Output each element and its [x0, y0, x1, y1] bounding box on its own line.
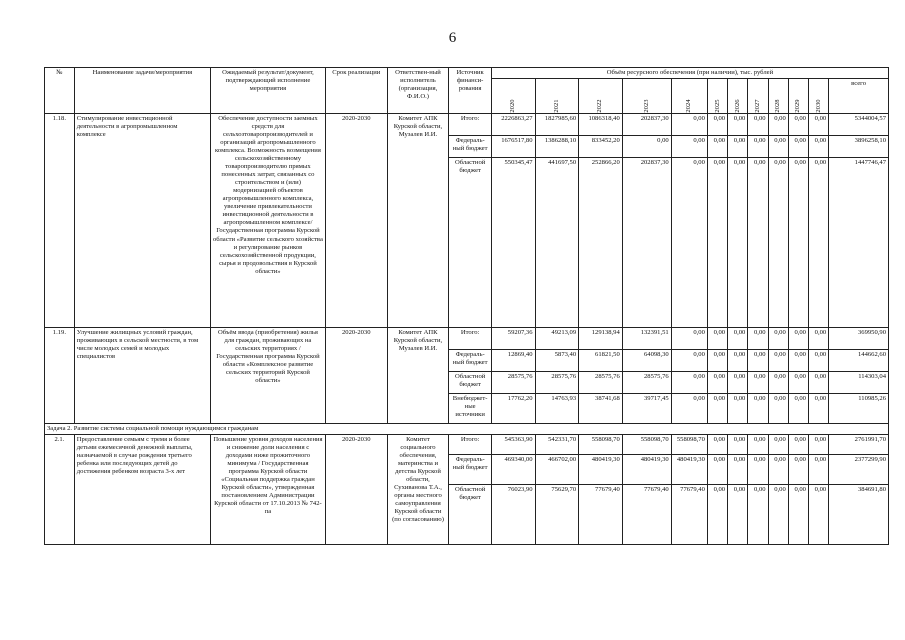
year-2024: 2024 — [671, 79, 707, 114]
amount-cell: 0,00 — [808, 158, 828, 328]
amount-cell: 12869,40 — [491, 350, 535, 372]
funding-source: Итого: — [449, 114, 492, 136]
amount-cell: 202837,30 — [622, 158, 671, 328]
amount-cell: 61821,50 — [579, 350, 623, 372]
amount-cell: 28575,76 — [535, 372, 579, 394]
funding-source: Федераль-ный бюджет — [449, 350, 492, 372]
amount-cell: 0,00 — [707, 328, 727, 350]
amount-cell: 39717,45 — [622, 394, 671, 424]
amount-cell: 0,00 — [768, 350, 788, 372]
amount-cell: 0,00 — [728, 485, 748, 545]
amount-cell: 558098,70 — [671, 435, 707, 455]
row-number: 1.19. — [45, 328, 75, 424]
header-result: Ожидаемый результат/документ, подтверждающий исполнение мероприятия — [210, 68, 325, 114]
amount-cell: 0,00 — [728, 328, 748, 350]
amount-cell: 28575,76 — [622, 372, 671, 394]
amount-cell: 0,00 — [788, 485, 808, 545]
amount-cell: 202837,30 — [622, 114, 671, 136]
amount-cell: 1086318,40 — [579, 114, 623, 136]
row-number: 1.18. — [45, 114, 75, 328]
amount-cell: 0,00 — [707, 158, 727, 328]
row-result: Объём ввода (приобретения) жилья для граждан, проживающих на сельских территориях / Государственная программа Курской области «Комплексное развитие сельских территорий Курской области» — [210, 328, 325, 424]
amount-cell: 0,00 — [748, 114, 768, 136]
amount-cell: 0,00 — [768, 435, 788, 455]
amount-cell: 77679,40 — [622, 485, 671, 545]
amount-cell: 0,00 — [707, 114, 727, 136]
header-total: всего — [829, 79, 889, 114]
row-responsible: Комитет АПК Курской области, Музалев И.И. — [387, 328, 449, 424]
amount-cell: 0,00 — [788, 328, 808, 350]
amount-cell: 480419,30 — [579, 455, 623, 485]
amount-cell: 0,00 — [748, 394, 768, 424]
amount-cell: 129138,94 — [579, 328, 623, 350]
amount-cell: 0,00 — [748, 455, 768, 485]
amount-cell: 480419,30 — [671, 455, 707, 485]
funding-source: Внебюджет-ные источники — [449, 394, 492, 424]
amount-cell: 550345,47 — [491, 158, 535, 328]
amount-cell: 28575,76 — [491, 372, 535, 394]
amount-cell: 0,00 — [788, 136, 808, 158]
amount-cell: 0,00 — [671, 350, 707, 372]
amount-cell: 5873,40 — [535, 350, 579, 372]
amount-cell: 1827985,60 — [535, 114, 579, 136]
row-result: Повышение уровня доходов населения и снижение доли населения с доходами ниже прожиточного минимума / Государственная программа Курской области «Социальная поддержка граждан Курской области», утвержденная постановлением Администрации Курской области от 17.10.2013 № 742-па — [210, 435, 325, 545]
amount-cell: 0,00 — [728, 114, 748, 136]
funding-source: Областной бюджет — [449, 485, 492, 545]
amount-cell: 0,00 — [671, 394, 707, 424]
amount-cell: 0,00 — [788, 350, 808, 372]
amount-cell: 558098,70 — [622, 435, 671, 455]
amount-cell: 17762,20 — [491, 394, 535, 424]
amount-cell: 0,00 — [728, 350, 748, 372]
amount-cell: 466702,00 — [535, 455, 579, 485]
amount-cell: 0,00 — [728, 136, 748, 158]
year-2023: 2023 — [622, 79, 671, 114]
amount-cell: 49213,09 — [535, 328, 579, 350]
amount-total: 144662,60 — [829, 350, 889, 372]
amount-cell: 0,00 — [748, 350, 768, 372]
amount-cell: 28575,76 — [579, 372, 623, 394]
task-row — [45, 424, 889, 435]
header-sources: Источник финанси-рования — [449, 68, 492, 114]
amount-total: 1447746,47 — [829, 158, 889, 328]
year-2027: 2027 — [748, 79, 768, 114]
amount-cell: 0,00 — [671, 372, 707, 394]
amount-cell: 75629,70 — [535, 485, 579, 545]
amount-cell: 0,00 — [768, 455, 788, 485]
amount-cell: 0,00 — [788, 158, 808, 328]
amount-total: 369950,90 — [829, 328, 889, 350]
amount-cell: 0,00 — [808, 136, 828, 158]
funding-source: Итого: — [449, 328, 492, 350]
row-term: 2020-2030 — [325, 114, 387, 328]
amount-cell: 1386288,10 — [535, 136, 579, 158]
amount-cell: 0,00 — [748, 435, 768, 455]
amount-cell: 0,00 — [768, 394, 788, 424]
amount-cell: 0,00 — [808, 350, 828, 372]
funding-source: Федераль-ный бюджет — [449, 136, 492, 158]
amount-cell: 252866,20 — [579, 158, 623, 328]
funding-source: Областной бюджет — [449, 372, 492, 394]
amount-cell: 0,00 — [728, 435, 748, 455]
amount-cell: 0,00 — [808, 394, 828, 424]
amount-cell: 0,00 — [728, 372, 748, 394]
table-body — [45, 114, 889, 545]
year-2025: 2025 — [707, 79, 727, 114]
table-header — [45, 68, 889, 114]
amount-cell: 0,00 — [728, 455, 748, 485]
amount-cell: 0,00 — [768, 372, 788, 394]
amount-cell: 0,00 — [707, 455, 727, 485]
funding-source: Федераль-ный бюджет — [449, 455, 492, 485]
amount-cell: 0,00 — [768, 114, 788, 136]
amount-cell: 0,00 — [707, 350, 727, 372]
amount-cell: 0,00 — [622, 136, 671, 158]
amount-cell: 0,00 — [768, 158, 788, 328]
header-num: № — [45, 68, 75, 114]
amount-cell: 1676517,80 — [491, 136, 535, 158]
amount-total: 3896258,10 — [829, 136, 889, 158]
amount-total: 384691,80 — [829, 485, 889, 545]
amount-cell: 0,00 — [788, 435, 808, 455]
year-2030: 2030 — [808, 79, 828, 114]
row-result: Обеспечение доступности заемных средств для сельхозтоваропроизводителей и организаций агропромышленного комплекса. Возможность возмещения сельскохозяйственному товаропроизводителю прямых понесенных затрат, связанных со строительством и (или) модернизацией объектов агропромышленного комплекса, увеличение привлекательности инвестиционной деятельности в агропромышленном комплексе/Государственная программа Курской области «Развитие сельского хозяйства и регулирование рынков сельскохозяйственной продукции, сырья и продовольствия в Курской области» — [210, 114, 325, 328]
amount-total: 110985,26 — [829, 394, 889, 424]
amount-cell: 0,00 — [788, 372, 808, 394]
page-number: 6 — [448, 30, 457, 46]
amount-cell: 0,00 — [671, 158, 707, 328]
amount-cell: 0,00 — [671, 328, 707, 350]
header-responsible: Ответствен-ный исполнитель (организация, Ф.И.О.) — [387, 68, 449, 114]
resource-table — [44, 67, 889, 545]
row-term: 2020-2030 — [325, 328, 387, 424]
row-name: Улучшение жилищных условий граждан, проживающих в сельской местности, в том числе молодых семей и молодых специалистов — [74, 328, 210, 424]
row-number: 2.1. — [45, 435, 75, 545]
amount-cell: 545363,90 — [491, 435, 535, 455]
year-2029: 2029 — [788, 79, 808, 114]
amount-cell: 0,00 — [788, 394, 808, 424]
table-row — [45, 114, 889, 136]
amount-cell: 0,00 — [788, 114, 808, 136]
amount-cell: 0,00 — [707, 435, 727, 455]
row-responsible: Комитет АПК Курской области, Музалев И.И. — [387, 114, 449, 328]
amount-cell: 77679,40 — [579, 485, 623, 545]
amount-cell: 0,00 — [748, 136, 768, 158]
amount-cell: 441697,50 — [535, 158, 579, 328]
amount-cell: 0,00 — [788, 455, 808, 485]
table-row — [45, 435, 889, 455]
amount-total: 5344004,57 — [829, 114, 889, 136]
amount-cell: 0,00 — [671, 136, 707, 158]
amount-cell: 542331,70 — [535, 435, 579, 455]
amount-cell: 0,00 — [728, 158, 748, 328]
amount-cell: 0,00 — [808, 328, 828, 350]
amount-cell: 59207,36 — [491, 328, 535, 350]
amount-cell: 0,00 — [768, 328, 788, 350]
amount-cell: 77679,40 — [671, 485, 707, 545]
task-heading: Задача 2. Развитие системы социальной помощи нуждающимся гражданам — [45, 424, 889, 435]
amount-cell: 0,00 — [768, 136, 788, 158]
amount-cell: 2226863,27 — [491, 114, 535, 136]
amount-cell: 0,00 — [748, 372, 768, 394]
amount-cell: 14763,93 — [535, 394, 579, 424]
amount-cell: 0,00 — [728, 394, 748, 424]
amount-cell: 0,00 — [707, 485, 727, 545]
header-term: Срок реализации — [325, 68, 387, 114]
amount-total: 114303,04 — [829, 372, 889, 394]
amount-cell: 0,00 — [808, 435, 828, 455]
year-2020: 2020 — [491, 79, 535, 114]
row-term: 2020-2030 — [325, 435, 387, 545]
amount-cell: 38741,68 — [579, 394, 623, 424]
amount-cell: 469340,00 — [491, 455, 535, 485]
amount-cell: 76023,90 — [491, 485, 535, 545]
row-name: Стимулирование инвестиционной деятельности в агропромышленном комплексе — [74, 114, 210, 328]
table-row — [45, 328, 889, 350]
amount-cell: 0,00 — [808, 372, 828, 394]
year-2026: 2026 — [728, 79, 748, 114]
amount-total: 2377299,90 — [829, 455, 889, 485]
amount-cell: 0,00 — [707, 394, 727, 424]
year-2028: 2028 — [768, 79, 788, 114]
amount-cell: 0,00 — [671, 114, 707, 136]
amount-cell: 0,00 — [707, 136, 727, 158]
amount-cell: 558098,70 — [579, 435, 623, 455]
funding-source: Областной бюджет — [449, 158, 492, 328]
amount-cell: 0,00 — [748, 485, 768, 545]
amount-cell: 0,00 — [748, 328, 768, 350]
amount-cell: 0,00 — [707, 372, 727, 394]
header-volume: Объём ресурсного обеспечения (при наличии), тыс. рублей — [491, 68, 888, 79]
row-responsible: Комитет социального обеспечения, материнства и детства Курской области, Сухиванова Т.А., органы местного самоуправления Курской области (по согласованию) — [387, 435, 449, 545]
amount-cell: 833452,20 — [579, 136, 623, 158]
row-name: Предоставление семьям с тремя и более детьми ежемесячной денежной выплаты, назначаемой в случае рождения третьего ребенка или последующих детей до достижения ребенком возраста 3-х лет — [74, 435, 210, 545]
year-2021: 2021 — [535, 79, 579, 114]
year-2022: 2022 — [579, 79, 623, 114]
header-name: Наименование задачи/мероприятия — [74, 68, 210, 114]
amount-cell: 0,00 — [748, 158, 768, 328]
amount-total: 2761991,70 — [829, 435, 889, 455]
amount-cell: 132391,51 — [622, 328, 671, 350]
amount-cell: 480419,30 — [622, 455, 671, 485]
funding-source: Итого: — [449, 435, 492, 455]
amount-cell: 0,00 — [808, 485, 828, 545]
amount-cell: 64098,30 — [622, 350, 671, 372]
amount-cell: 0,00 — [808, 455, 828, 485]
amount-cell: 0,00 — [768, 485, 788, 545]
amount-cell: 0,00 — [808, 114, 828, 136]
